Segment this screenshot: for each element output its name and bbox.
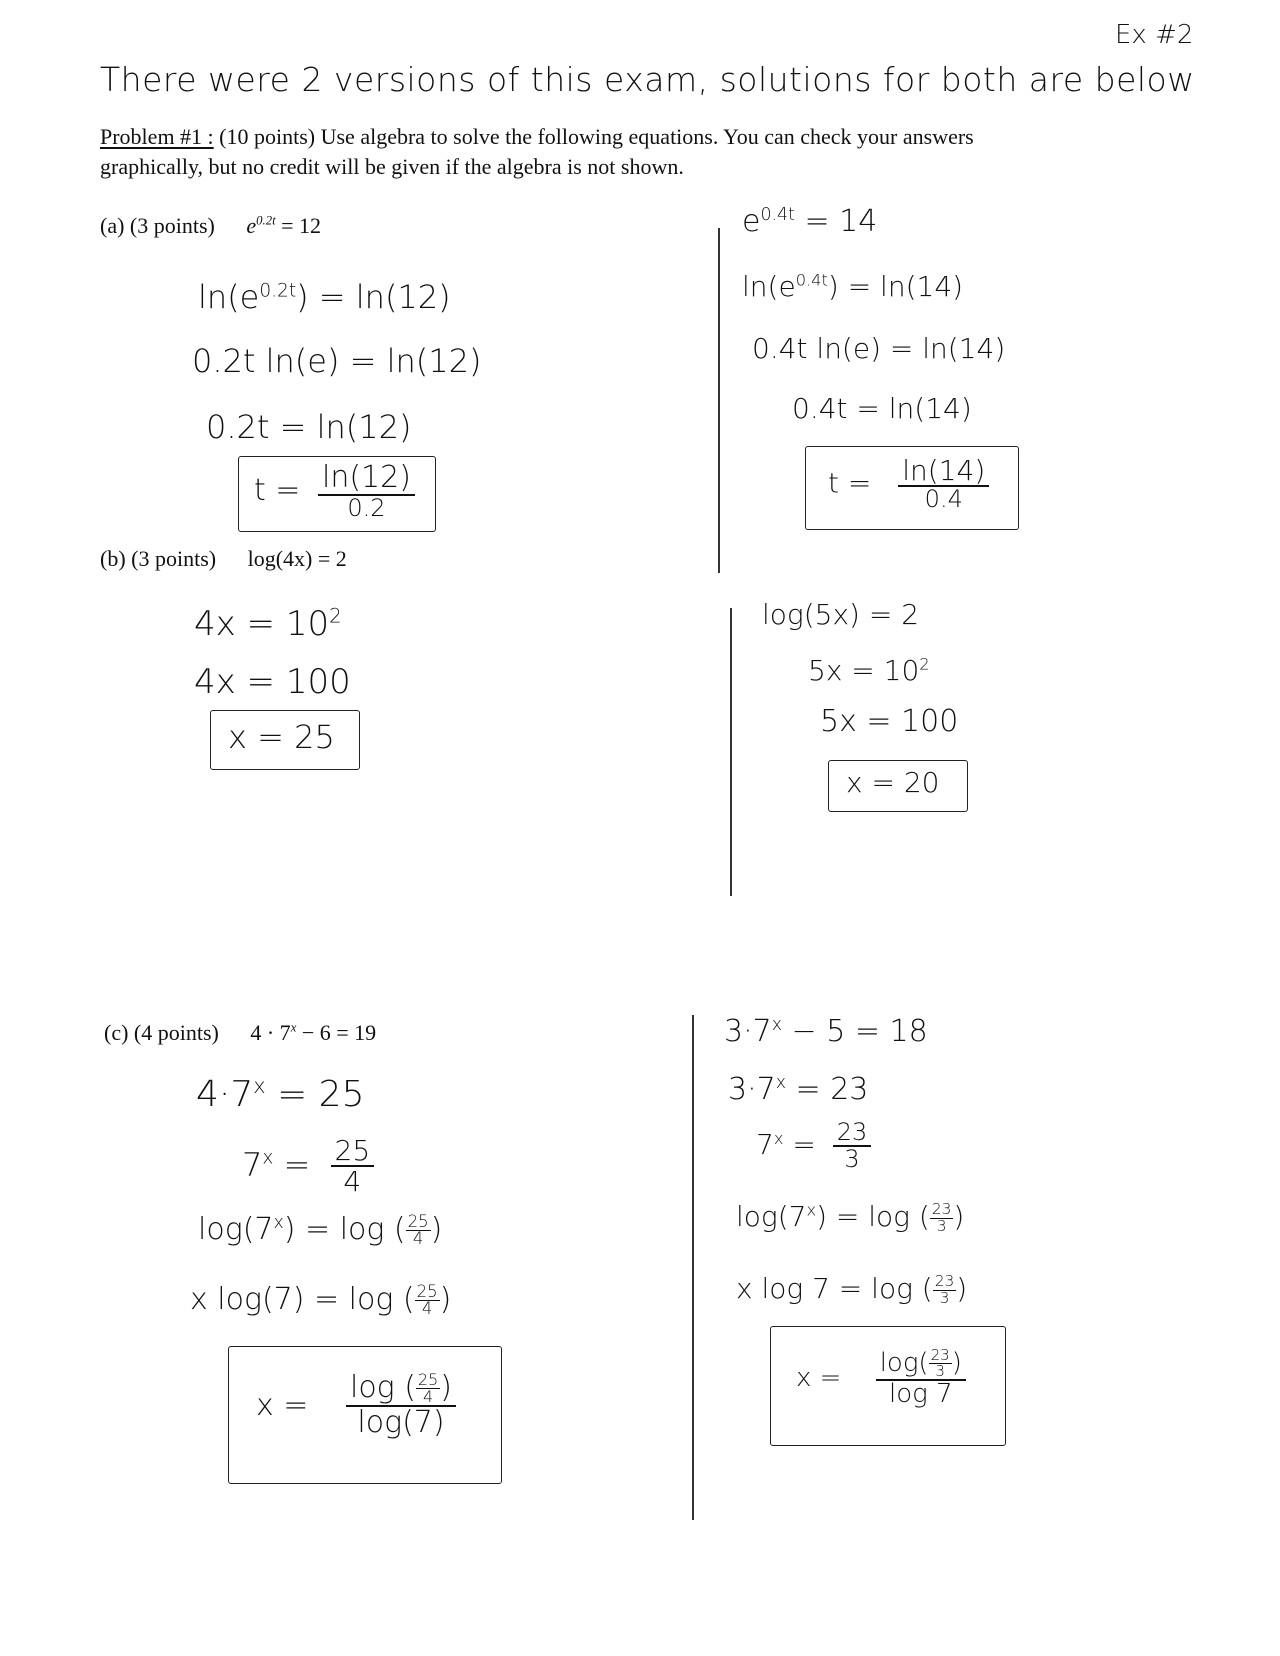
part-c-left-step3: $\log(7^x) = \log$ ( $\frac{25}{4}$ ) [198,1211,443,1248]
part-c-right-answer: x = log( $\frac{23}{3}$ ) log 7 [796,1348,966,1408]
part-c-equation: $4 \cdot 7^x - 6 = 19$ [250,1020,377,1045]
part-b-left-step2: 4x = 100 [194,662,351,702]
part-a-left-step3: 0.2t = ln(12) [206,408,412,446]
part-a-right-step2: 0.4t ln(e) = ln(14) [752,332,1006,365]
part-c-right-step0: $3\cdot 7^x - 5 = 18$ [724,1014,928,1049]
part-a-right-step3: 0.4t = ln(14) [792,392,972,425]
problem-label: Problem #1 : [100,124,214,149]
part-a-left-step2: 0.2t ln(e) = ln(12) [192,342,482,380]
part-a-left-answer: t = $\frac{\ln(12)}{0.2}$ [254,462,415,521]
header-note: There were 2 versions of this exam, solutions for both are below [100,60,1195,99]
part-c-question [104,1020,376,1046]
divider-a [718,228,720,573]
part-b-label: (b) (3 points) [100,546,217,571]
part-b-left-answer: x = 25 [228,718,335,756]
part-b-right-step2: 5x = 100 [820,704,959,739]
part-c-left-answer: x = log ( $\frac{25}{4}$ ) log(7) [256,1372,456,1439]
part-b-right-step0: log(5x) = 2 [762,598,920,631]
part-c-left-step2: $7^x$ = $\frac{25}{4}$ [242,1136,374,1197]
exam-version-label: Ex #2 [1115,20,1194,50]
part-a-right-equation: $e^{0.4t} = 14$ [742,204,878,239]
part-c-right-step2: $7^x$ = $\frac{23}{3}$ [756,1120,871,1172]
part-c-right-step1: $3\cdot 7^x = 23$ [728,1072,869,1107]
part-a-equation: $e^{0.2t} = 12$ [246,213,322,238]
problem-text-line2: graphically, but no credit will be given if the algebra is not shown. [100,154,684,179]
part-b-equation: log(4x) = 2 [247,546,347,571]
part-b-right-step1: $5x = 10^2$ [808,654,930,687]
part-a-label: (a) (3 points) [100,213,215,238]
divider-c [692,1015,694,1520]
part-b-question [100,546,347,572]
problem-statement [100,122,974,182]
part-a-right-step1: $\ln(e^{0.4t}) = \ln(14)$ [742,270,964,303]
part-c-right-step4: x log 7 = log ( $\frac{23}{3}$ ) [736,1272,968,1307]
part-b-right-answer: x = 20 [846,766,940,799]
part-c-left-step1: $4\cdot 7^x = 25$ [196,1074,365,1115]
part-c-right-step3: $\log(7^x) = \log$ ( $\frac{23}{3}$ ) [736,1200,965,1235]
part-a-question [100,213,321,239]
part-a-right-answer: t = $\frac{\ln(14)}{0.4}$ [828,456,989,513]
part-c-label: (c) (4 points) [104,1020,219,1045]
part-a-left-step1: $\ln(e^{0.2t}) = \ln(12)$ [198,278,451,316]
divider-b [730,608,732,896]
part-c-left-step4: x log(7) = log ( $\frac{25}{4}$ ) [190,1281,452,1318]
part-b-left-step1: $4x = 10^2$ [194,604,342,644]
problem-text-line1: (10 points) Use algebra to solve the following equations. You can check your answers [213,124,974,149]
